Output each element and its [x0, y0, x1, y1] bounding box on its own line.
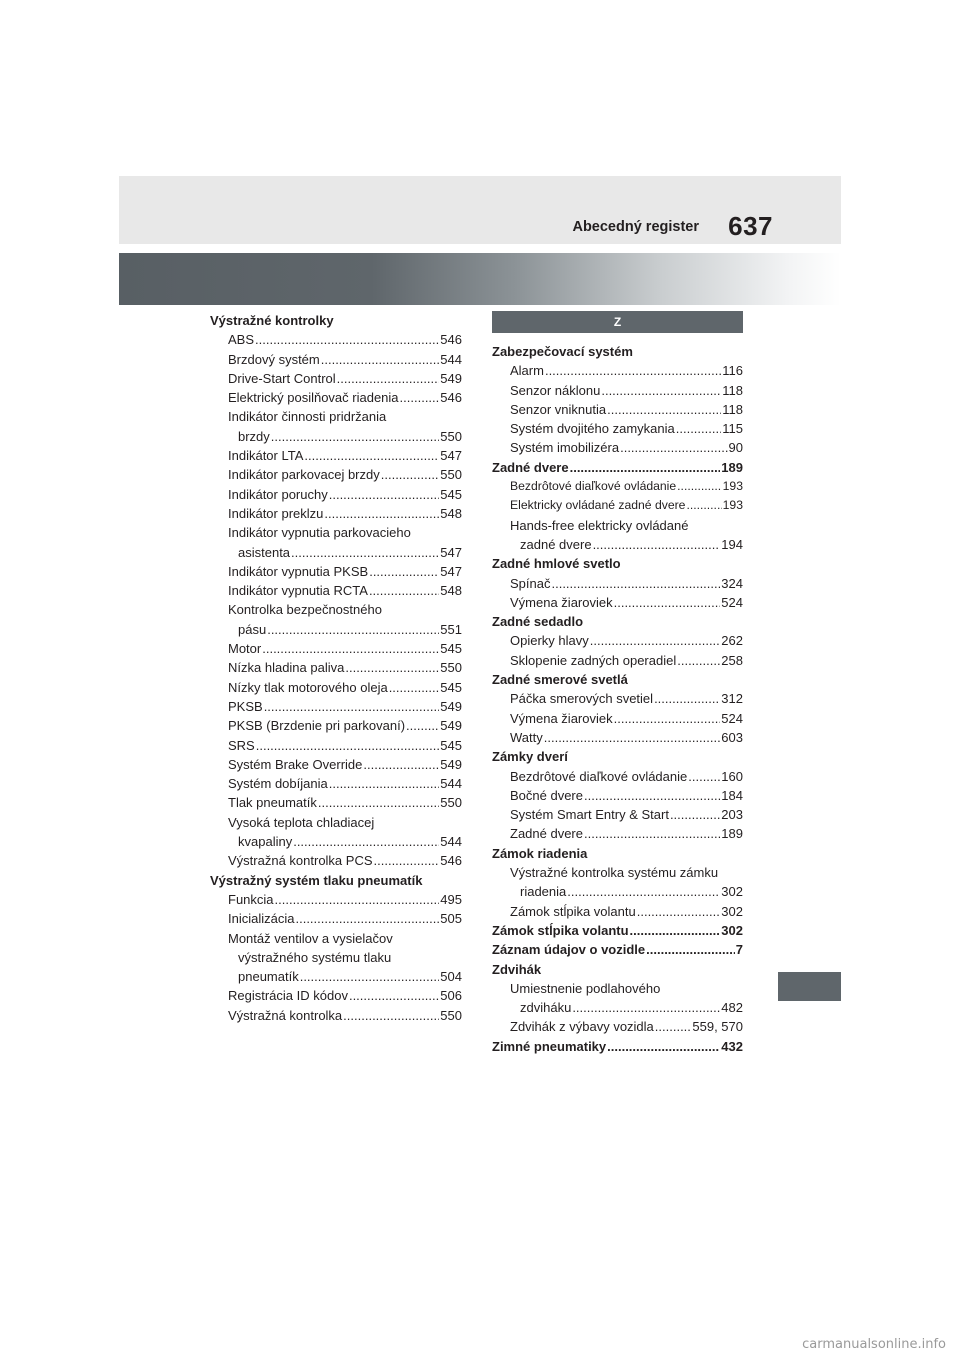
- dot-leader: [686, 496, 721, 515]
- entry-page-number: 495: [440, 891, 462, 907]
- dot-leader: [607, 400, 721, 419]
- entry-label: Zdvihák z výbavy vozidla: [510, 1019, 654, 1035]
- entry-page-number: 547: [440, 544, 462, 560]
- dot-leader: [295, 909, 439, 928]
- dot-leader: [593, 535, 721, 554]
- index-entry: [210, 755, 462, 774]
- entry-label: Elektrický posilňovač riadenia: [228, 390, 399, 406]
- dot-leader: [614, 709, 721, 728]
- entry-page-number: 118: [722, 401, 743, 417]
- index-entry: [492, 496, 743, 515]
- entry-page-number: 545: [440, 486, 462, 502]
- index-column-left: [210, 311, 462, 1025]
- index-heading: [492, 960, 743, 979]
- dot-leader: [318, 793, 439, 812]
- entry-label: Alarm: [510, 363, 544, 379]
- entry-page-number: 548: [440, 505, 462, 521]
- index-entry: [210, 1006, 462, 1025]
- entry-label: Systém Brake Override: [228, 756, 363, 772]
- index-entry: [210, 658, 462, 677]
- index-heading: [210, 311, 462, 330]
- index-entry: [210, 427, 462, 446]
- entry-label: Zimné pneumatiky: [492, 1038, 607, 1054]
- entry-label: Výstražná kontrolka PCS: [228, 853, 373, 869]
- dot-leader: [570, 458, 721, 477]
- entry-label: Inicializácia: [228, 911, 295, 927]
- entry-label: Systém dobíjania: [228, 776, 328, 792]
- index-entry: [210, 446, 462, 465]
- entry-page-number: 184: [721, 787, 743, 803]
- entry-label: Zámok stĺpika volantu: [510, 903, 636, 919]
- entry-label: pneumatík: [238, 969, 299, 985]
- dot-leader: [291, 543, 439, 562]
- index-entry: [492, 882, 743, 901]
- dot-leader: [374, 851, 440, 870]
- entry-label: Zadné dvere: [492, 459, 569, 475]
- index-entry: [210, 562, 462, 581]
- section-thumb-tab: [778, 972, 841, 1001]
- index-entry: [492, 593, 743, 612]
- entry-label: Registrácia ID kódov: [228, 988, 348, 1004]
- dot-leader: [293, 832, 439, 851]
- index-entry: [210, 832, 462, 851]
- entry-label: Bezdrôtové diaľkové ovládanie: [510, 768, 688, 784]
- entry-label: Systém dvojitého zamykania: [510, 421, 675, 437]
- entry-label: riadenia: [520, 884, 567, 900]
- entry-label: Indikátor LTA: [228, 448, 304, 464]
- index-entry: [492, 419, 743, 438]
- entry-page-number: 524: [721, 594, 743, 610]
- dot-leader: [637, 902, 721, 921]
- watermark: carmanualsonline.info: [802, 1337, 946, 1352]
- dot-leader: [321, 350, 440, 369]
- dot-leader: [607, 1037, 720, 1056]
- dot-leader: [677, 477, 721, 496]
- entry-page-number: 551: [440, 621, 462, 637]
- entry-label: Indikátor činnosti pridržania: [228, 409, 387, 425]
- dot-leader: [304, 446, 439, 465]
- index-heading: [492, 458, 743, 477]
- entry-page-number: 302: [721, 922, 743, 938]
- index-heading: [492, 1037, 743, 1056]
- dot-leader: [676, 419, 722, 438]
- entry-label: Watty: [510, 729, 543, 745]
- entry-label: Indikátor vypnutia parkovacieho: [228, 525, 411, 541]
- entry-label: Hands-free elektricky ovládané: [510, 517, 689, 533]
- entry-label: Zámok stĺpika volantu: [492, 922, 629, 938]
- entry-label: Indikátor vypnutia PKSB: [228, 563, 369, 579]
- entry-label: Tlak pneumatík: [228, 795, 317, 811]
- dot-leader: [646, 940, 735, 959]
- entry-label: Výstražná kontrolka: [228, 1007, 343, 1023]
- entry-page-number: 549: [440, 370, 462, 386]
- entry-page-number: 524: [721, 710, 743, 726]
- entry-page-number: 547: [440, 563, 462, 579]
- entry-page-number: 302: [721, 903, 743, 919]
- dot-leader: [670, 805, 720, 824]
- entry-page-number: 115: [722, 421, 743, 437]
- dot-leader: [406, 716, 439, 735]
- index-heading: [492, 554, 743, 573]
- index-entry: [210, 813, 462, 832]
- entry-page-number: 505: [440, 911, 462, 927]
- index-entry: [210, 369, 462, 388]
- entry-page-number: 7: [735, 942, 743, 958]
- entry-label: Výstražný systém tlaku pneumatík: [210, 872, 423, 888]
- entry-label: Zdvihák: [492, 961, 542, 977]
- index-entry: [492, 631, 743, 650]
- dot-leader: [369, 562, 439, 581]
- index-entry: [492, 767, 743, 786]
- entry-label: PKSB: [228, 698, 263, 714]
- entry-label: zadné dvere: [520, 536, 592, 552]
- entry-label: Indikátor vypnutia RCTA: [228, 583, 368, 599]
- entry-label: ABS: [228, 332, 255, 348]
- entry-label: Výstražné kontrolky: [210, 313, 334, 328]
- dot-leader: [343, 1006, 439, 1025]
- entry-page-number: 603: [721, 729, 743, 745]
- dot-leader: [630, 921, 721, 940]
- index-entry: [492, 361, 743, 380]
- index-entry: [210, 485, 462, 504]
- index-entry: [492, 805, 743, 824]
- index-entry: [492, 516, 743, 535]
- index-entry: [210, 678, 462, 697]
- index-column-right-entries: [492, 342, 743, 1056]
- index-entry: [492, 728, 743, 747]
- dot-leader: [572, 998, 720, 1017]
- dot-leader: [324, 504, 439, 523]
- entry-page-number: 262: [721, 633, 743, 649]
- index-entry: [492, 535, 743, 554]
- index-entry: [210, 330, 462, 349]
- entry-label: Systém imobilizéra: [510, 440, 620, 456]
- index-heading: [492, 342, 743, 361]
- dot-leader: [337, 369, 440, 388]
- dot-leader: [271, 427, 440, 446]
- index-entry: [210, 620, 462, 639]
- entry-label: Zámky dverí: [492, 749, 568, 765]
- entry-label: Zadné sedadlo: [492, 614, 584, 630]
- dot-leader: [363, 755, 439, 774]
- index-entry: [210, 967, 462, 986]
- entry-page-number: 546: [440, 332, 462, 348]
- index-entry: [492, 400, 743, 419]
- index-entry: [492, 689, 743, 708]
- entry-label: Nízky tlak motorového oleja: [228, 679, 388, 695]
- index-heading: [492, 747, 743, 766]
- dot-leader: [400, 388, 440, 407]
- entry-page-number: 258: [721, 652, 743, 668]
- index-entry: [210, 407, 462, 426]
- dot-leader: [551, 574, 720, 593]
- entry-label: Zámok riadenia: [492, 845, 588, 861]
- dot-leader: [267, 620, 439, 639]
- entry-label: výstražného systému tlaku: [238, 949, 392, 965]
- index-heading: [492, 844, 743, 863]
- entry-page-number: 312: [721, 691, 743, 707]
- entry-page-number: 544: [440, 834, 462, 850]
- dot-leader: [264, 697, 440, 716]
- entry-page-number: 193: [722, 498, 743, 513]
- index-entry: [492, 438, 743, 457]
- entry-page-number: 547: [440, 448, 462, 464]
- index-entry: [210, 504, 462, 523]
- index-entry: [210, 523, 462, 542]
- section-letter-header: Z: [492, 311, 743, 333]
- dot-leader: [584, 824, 720, 843]
- entry-page-number: 550: [440, 428, 462, 444]
- entry-label: Drive-Start Control: [228, 370, 336, 386]
- dot-leader: [654, 689, 720, 708]
- index-entry: [492, 1017, 743, 1036]
- index-entry: [492, 824, 743, 843]
- index-entry: [492, 998, 743, 1017]
- index-heading: [492, 670, 743, 689]
- index-column-right: [492, 311, 743, 1056]
- dot-leader: [345, 658, 439, 677]
- header-title: Abecedný register: [572, 219, 699, 235]
- index-entry: [492, 651, 743, 670]
- entry-label: Vysoká teplota chladiacej: [228, 814, 375, 830]
- entry-label: brzdy: [238, 428, 270, 444]
- dot-leader: [601, 381, 721, 400]
- entry-label: Bezdrôtové diaľkové ovládanie: [510, 479, 677, 494]
- index-entry: [210, 986, 462, 1005]
- index-entry: [210, 929, 462, 948]
- entry-label: Spínač: [510, 575, 551, 591]
- entry-page-number: 203: [721, 807, 743, 823]
- entry-label: SRS: [228, 737, 255, 753]
- index-heading: [492, 940, 743, 959]
- dot-leader: [620, 438, 727, 457]
- entry-page-number: 544: [440, 776, 462, 792]
- dot-leader: [590, 631, 721, 650]
- index-entry: [210, 948, 462, 967]
- index-entry: [210, 736, 462, 755]
- dot-leader: [389, 678, 440, 697]
- entry-page-number: 549: [440, 756, 462, 772]
- entry-page-number: 506: [440, 988, 462, 1004]
- entry-label: Výmena žiaroviek: [510, 594, 613, 610]
- dot-leader: [545, 361, 721, 380]
- index-heading: [492, 612, 743, 631]
- entry-label: Zadné smerové svetlá: [492, 672, 628, 688]
- entry-page-number: 550: [440, 1007, 462, 1023]
- entry-page-number: 550: [440, 795, 462, 811]
- entry-label: Páčka smerových svetiel: [510, 691, 654, 707]
- entry-page-number: 549: [440, 698, 462, 714]
- dot-leader: [349, 986, 439, 1005]
- index-entry: [210, 600, 462, 619]
- dot-leader: [614, 593, 721, 612]
- entry-label: Senzor vniknutia: [510, 401, 607, 417]
- index-entry: [492, 381, 743, 400]
- dot-leader: [584, 786, 720, 805]
- index-entry: [210, 639, 462, 658]
- entry-page-number: 546: [440, 853, 462, 869]
- entry-label: Výstražné kontrolka systému zámku: [510, 865, 719, 881]
- entry-label: Záznam údajov o vozidle: [492, 942, 646, 958]
- index-entry: [210, 793, 462, 812]
- entry-label: Indikátor parkovacej brzdy: [228, 467, 380, 483]
- entry-page-number: 160: [721, 768, 743, 784]
- entry-label: Indikátor poruchy: [228, 486, 328, 502]
- dot-leader: [567, 882, 720, 901]
- entry-page-number: 482: [721, 1000, 743, 1016]
- entry-page-number: 550: [440, 660, 462, 676]
- index-entry: [492, 477, 743, 496]
- entry-label: Funkcia: [228, 891, 274, 907]
- entry-label: asistenta: [238, 544, 291, 560]
- dot-leader: [677, 651, 720, 670]
- entry-page-number: 324: [721, 575, 743, 591]
- page-number: 637: [728, 211, 773, 241]
- dot-leader: [256, 736, 440, 755]
- entry-label: Opierky hlavy: [510, 633, 589, 649]
- entry-page-number: 302: [721, 884, 743, 900]
- entry-label: Montáž ventilov a vysielačov: [228, 930, 393, 946]
- dot-leader: [688, 767, 720, 786]
- entry-page-number: 90: [728, 440, 743, 456]
- entry-page-number: 548: [440, 583, 462, 599]
- dot-leader: [262, 639, 439, 658]
- index-entry: [210, 716, 462, 735]
- entry-label: Systém Smart Entry & Start: [510, 807, 669, 823]
- entry-label: Kontrolka bezpečnostného: [228, 602, 382, 618]
- index-entry: [210, 543, 462, 562]
- entry-page-number: 432: [721, 1038, 743, 1054]
- entry-page-number: 559, 570: [692, 1019, 743, 1035]
- entry-page-number: 544: [440, 351, 462, 367]
- dot-leader: [275, 890, 440, 909]
- index-entry: [492, 863, 743, 882]
- entry-page-number: 546: [440, 390, 462, 406]
- index-entry: [210, 465, 462, 484]
- entry-label: Zadné hmlové svetlo: [492, 556, 621, 572]
- entry-page-number: 545: [440, 737, 462, 753]
- dot-leader: [381, 465, 440, 484]
- entry-page-number: 550: [440, 467, 462, 483]
- entry-label: Motor: [228, 641, 262, 657]
- dot-leader: [655, 1017, 692, 1036]
- index-entry: [210, 909, 462, 928]
- entry-label: Sklopenie zadných operadiel: [510, 652, 677, 668]
- entry-label: Brzdový systém: [228, 351, 320, 367]
- index-entry: [210, 581, 462, 600]
- entry-label: Nízka hladina paliva: [228, 660, 345, 676]
- entry-label: Zabezpečovací systém: [492, 344, 633, 359]
- entry-label: pásu: [238, 621, 267, 637]
- dot-leader: [255, 330, 439, 349]
- entry-page-number: 194: [721, 536, 743, 552]
- entry-page-number: 193: [722, 479, 743, 494]
- dot-leader: [300, 967, 440, 986]
- dot-leader: [329, 774, 440, 793]
- entry-label: Senzor náklonu: [510, 382, 601, 398]
- index-entry: [210, 697, 462, 716]
- entry-page-number: 116: [722, 363, 743, 379]
- index-heading: [492, 921, 743, 940]
- entry-label: Umiestnenie podlahového: [510, 980, 661, 996]
- entry-page-number: 189: [721, 826, 743, 842]
- entry-page-number: 189: [721, 459, 743, 475]
- entry-page-number: 504: [440, 969, 462, 985]
- header-gradient-bar: [119, 253, 841, 305]
- index-entry: [210, 388, 462, 407]
- index-entry: [492, 786, 743, 805]
- page-header: [119, 176, 841, 244]
- entry-label: Zadné dvere: [510, 826, 583, 842]
- index-entry: [210, 851, 462, 870]
- entry-page-number: 118: [722, 382, 743, 398]
- entry-page-number: 549: [440, 718, 462, 734]
- index-entry: [210, 774, 462, 793]
- dot-leader: [544, 728, 721, 747]
- index-entry: [492, 979, 743, 998]
- entry-label: Elektricky ovládané zadné dvere: [510, 498, 686, 513]
- entry-label: Bočné dvere: [510, 787, 583, 803]
- entry-label: kvapaliny: [238, 834, 293, 850]
- dot-leader: [329, 485, 440, 504]
- entry-page-number: 545: [440, 641, 462, 657]
- index-entry: [210, 890, 462, 909]
- index-entry: [492, 574, 743, 593]
- entry-label: Výmena žiaroviek: [510, 710, 613, 726]
- entry-label: zdviháku: [520, 1000, 572, 1016]
- index-entry: [492, 902, 743, 921]
- dot-leader: [369, 581, 439, 600]
- index-heading: [210, 871, 462, 890]
- entry-page-number: 545: [440, 679, 462, 695]
- entry-label: Indikátor preklzu: [228, 505, 324, 521]
- entry-label: PKSB (Brzdenie pri parkovaní): [228, 718, 406, 734]
- index-entry: [210, 350, 462, 369]
- index-entry: [492, 709, 743, 728]
